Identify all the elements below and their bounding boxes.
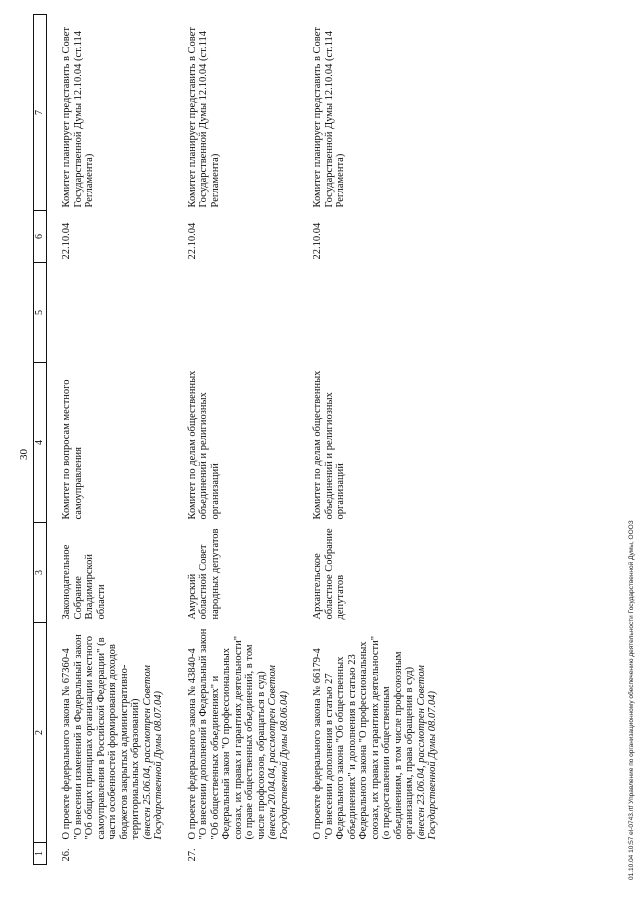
bill-note: (внесен 20.04.04, рассмотрен Советом Государственной Думы 08.06.04) [267, 665, 290, 840]
row-number [312, 843, 439, 865]
bill-note: (внесен 25.06.04, рассмотрен Советом Государственной Думы 08.07.04) [141, 665, 164, 840]
subject-cell: Амурский областной Совет народных депутатов [186, 528, 221, 620]
bill-project: О проекте федерального закона № 66179-4 [312, 648, 323, 840]
date-cell: 22.10.04 [312, 222, 323, 260]
plan-cell: Комитет планирует представить в Совет Государственной Думы 12.10.04 (ст.114 Регламента) [61, 27, 95, 208]
bills-table [33, 14, 439, 865]
header-cell-5: 5 [34, 263, 47, 363]
row-number: 26. [61, 848, 72, 862]
date-cell: 22.10.04 [61, 222, 72, 260]
col5-cell [187, 263, 291, 363]
bill-note: (внесен 23.06.04, рассмотрен Советом Государственной Думы 08.07.04) [415, 665, 438, 840]
date-cell: 22.10.04 [186, 222, 198, 260]
bill-cell [61, 623, 165, 843]
subject-cell: Архангельское областное Собрание депутатов [312, 528, 346, 620]
header-cell-6: 6 [34, 211, 47, 263]
header-cell-3: 3 [34, 523, 47, 623]
bill-project: О проекте федерального закона № 67360-4 [61, 648, 72, 840]
committee-cell: Комитет по делам общественных объединений и религиозных организаций [186, 370, 221, 520]
committee-cell: Комитет по вопросам местного самоуправления [61, 379, 84, 520]
table-row [187, 15, 291, 865]
header-row [34, 15, 47, 865]
subject-cell: Законодательное Собрание Владимирской области [61, 544, 107, 620]
page-number: 30 [18, 449, 30, 460]
bill-cell [187, 623, 291, 843]
header-cell-2: 2 [34, 623, 47, 843]
bill-title: "О внесении дополнения в статью 27 Федерального закона "Об общественных объединениях" и дополнения в статью 23 Федерального закона "О профессиональных союзах, их правах и гарантиях деятельности" (о предоставлении общественным объединениям, в том числе профсоюзным организациям, права обращения в суд) [323, 636, 415, 840]
bill-project: О проекте федерального закона № 43840-4 [186, 648, 198, 840]
col5-cell [312, 263, 439, 363]
header-cell-4: 4 [34, 363, 47, 523]
bill-title: "О внесении изменений в Федеральный закон "Об общих принципах организации местного самоуправления в Российской Федерации" (в части особенностей формирования доходов бюджетов закрытых административно-территориальных образований) [72, 634, 141, 840]
table-row [312, 15, 439, 865]
table-row [61, 15, 165, 865]
committee-cell: Комитет по делам общественных объединений и религиозных организаций [312, 370, 346, 520]
row-number: 27. [186, 848, 198, 862]
bill-title: "О внесении дополнений в Федеральный закон "Об общественных объединениях" и Федеральный закон "О профессиональных союзах, их правах и гарантиях деятельности" (о праве общественных объединений, в том числе профсоюзов, обращаться в суд) [198, 628, 267, 840]
header-cell-7: 7 [34, 15, 47, 211]
col5-cell [61, 263, 165, 363]
bill-cell [312, 623, 439, 843]
footer-note: 01.10.04 10:57 el-0743.rtf Управление по организационному обеспечению деятельности Государственной Думы, ОООЗ [628, 520, 635, 880]
plan-cell: Комитет планирует представить в Совет Государственной Думы 12.10.04 (ст.114 Регламента) [186, 27, 221, 208]
header-cell-1: 1 [34, 843, 47, 865]
plan-cell: Комитет планирует представить в Совет Государственной Думы 12.10.04 (ст.114 Регламента) [312, 27, 346, 208]
